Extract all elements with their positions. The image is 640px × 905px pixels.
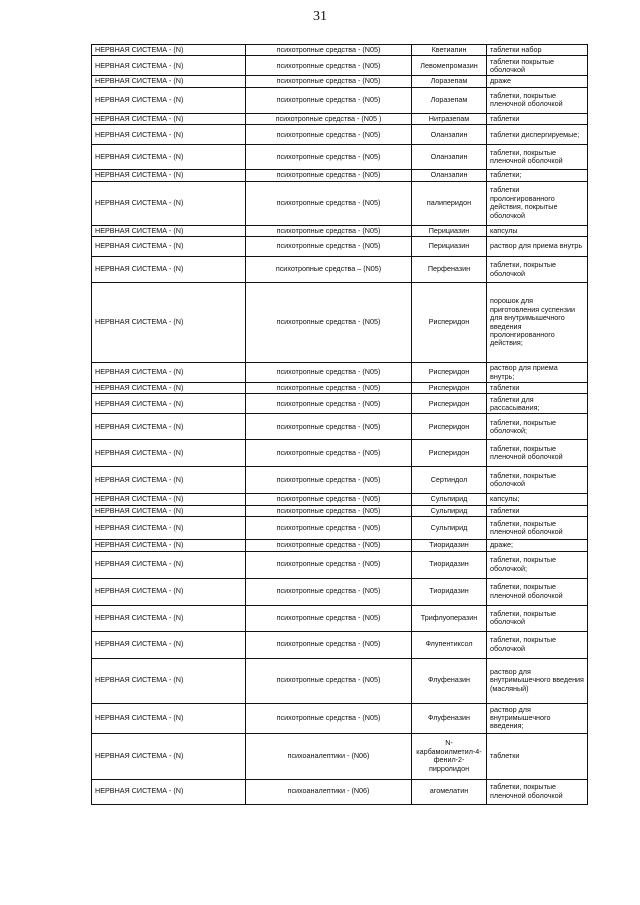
table-row	[92, 125, 588, 145]
subgroup-cell: психотропные средства - (N05)	[246, 517, 412, 540]
subgroup-cell: психотропные средства - (N05)	[246, 45, 412, 56]
subgroup-cell: психотропные средства - (N05)	[246, 703, 412, 733]
dosage-form-cell: таблетки	[487, 383, 588, 394]
drug-name-cell: Рисперидон	[412, 363, 487, 383]
drug-name-cell: Сульпирид	[412, 517, 487, 540]
group-cell: НЕРВНАЯ СИСТЕМА - (N)	[92, 113, 246, 124]
subgroup-cell: психотропные средства - (N05)	[246, 658, 412, 703]
group-cell: НЕРВНАЯ СИСТЕМА - (N)	[92, 494, 246, 505]
drug-name-cell: Лоразепам	[412, 76, 487, 87]
table-row	[92, 467, 588, 494]
drug-name-cell: Левомепромазин	[412, 56, 487, 76]
drug-name-cell: Сульпирид	[412, 494, 487, 505]
dosage-form-cell: таблетки диспергируемые;	[487, 125, 588, 145]
subgroup-cell: психотропные средства - (N05 )	[246, 113, 412, 124]
table-row	[92, 551, 588, 578]
subgroup-cell: психотропные средства - (N05)	[246, 87, 412, 113]
subgroup-cell: психоаналептики - (N06)	[246, 779, 412, 804]
page-number: 31	[313, 9, 327, 24]
table-row	[92, 363, 588, 383]
dosage-form-cell: таблетки, покрытые оболочкой	[487, 605, 588, 631]
dosage-form-cell: таблетки	[487, 113, 588, 124]
subgroup-cell: психотропные средства - (N05)	[246, 414, 412, 440]
table-row	[92, 257, 588, 283]
dosage-form-cell: таблетки, покрытые оболочкой	[487, 467, 588, 494]
dosage-form-cell: таблетки;	[487, 170, 588, 181]
drug-table	[91, 44, 588, 805]
drug-name-cell: Рисперидон	[412, 440, 487, 467]
dosage-form-cell: таблетки, покрытые пленочной оболочкой	[487, 578, 588, 605]
table-row	[92, 494, 588, 505]
table-row	[92, 540, 588, 551]
drug-name-cell: Тиоридазин	[412, 540, 487, 551]
table-row	[92, 605, 588, 631]
drug-name-cell: Флупентиксол	[412, 631, 487, 658]
subgroup-cell: психотропные средства - (N05)	[246, 578, 412, 605]
dosage-form-cell: таблетки, покрытые пленочной оболочкой	[487, 517, 588, 540]
subgroup-cell: психотропные средства - (N05)	[246, 551, 412, 578]
group-cell: НЕРВНАЯ СИСТЕМА - (N)	[92, 505, 246, 516]
table-row	[92, 283, 588, 363]
drug-name-cell: N-карбамоилметил-4-фенил-2-пирролидон	[412, 733, 487, 779]
group-cell: НЕРВНАЯ СИСТЕМА - (N)	[92, 440, 246, 467]
dosage-form-cell: таблетки, покрытые пленочной оболочкой	[487, 87, 588, 113]
drug-name-cell: Флуфеназин	[412, 658, 487, 703]
dosage-form-cell: таблетки	[487, 505, 588, 516]
dosage-form-cell: раствор для внутримышечного введения (масляный)	[487, 658, 588, 703]
drug-name-cell: Оланзапин	[412, 170, 487, 181]
group-cell: НЕРВНАЯ СИСТЕМА - (N)	[92, 414, 246, 440]
table-row	[92, 383, 588, 394]
group-cell: НЕРВНАЯ СИСТЕМА - (N)	[92, 394, 246, 414]
drug-name-cell: Рисперидон	[412, 394, 487, 414]
group-cell: НЕРВНАЯ СИСТЕМА - (N)	[92, 658, 246, 703]
dosage-form-cell: раствор для приема внутрь;	[487, 363, 588, 383]
group-cell: НЕРВНАЯ СИСТЕМА - (N)	[92, 145, 246, 170]
group-cell: НЕРВНАЯ СИСТЕМА - (N)	[92, 517, 246, 540]
dosage-form-cell: раствор для внутримышечного введения;	[487, 703, 588, 733]
group-cell: НЕРВНАЯ СИСТЕМА - (N)	[92, 551, 246, 578]
group-cell: НЕРВНАЯ СИСТЕМА - (N)	[92, 257, 246, 283]
table-row	[92, 779, 588, 804]
drug-name-cell: Тиоридазин	[412, 551, 487, 578]
table-row	[92, 76, 588, 87]
table-row	[92, 703, 588, 733]
group-cell: НЕРВНАЯ СИСТЕМА - (N)	[92, 170, 246, 181]
subgroup-cell: психотропные средства - (N05)	[246, 394, 412, 414]
subgroup-cell: психотропные средства - (N05)	[246, 383, 412, 394]
dosage-form-cell: капсулы;	[487, 494, 588, 505]
subgroup-cell: психотропные средства - (N05)	[246, 605, 412, 631]
drug-name-cell: Сертиндол	[412, 467, 487, 494]
table-row	[92, 87, 588, 113]
subgroup-cell: психотропные средства - (N05)	[246, 631, 412, 658]
dosage-form-cell: таблетки	[487, 733, 588, 779]
subgroup-cell: психоаналептики - (N06)	[246, 733, 412, 779]
subgroup-cell: психотропные средства - (N05)	[246, 540, 412, 551]
group-cell: НЕРВНАЯ СИСТЕМА - (N)	[92, 56, 246, 76]
dosage-form-cell: драже;	[487, 540, 588, 551]
table-row	[92, 414, 588, 440]
subgroup-cell: психотропные средства - (N05)	[246, 170, 412, 181]
dosage-form-cell: таблетки, покрытые пленочной оболочкой	[487, 145, 588, 170]
group-cell: НЕРВНАЯ СИСТЕМА - (N)	[92, 283, 246, 363]
drug-name-cell: Тиоридазин	[412, 578, 487, 605]
drug-name-cell: Перфеназин	[412, 257, 487, 283]
table-row	[92, 578, 588, 605]
drug-name-cell: Оланзапин	[412, 145, 487, 170]
drug-name-cell: Рисперидон	[412, 414, 487, 440]
subgroup-cell: психотропные средства - (N05)	[246, 56, 412, 76]
group-cell: НЕРВНАЯ СИСТЕМА - (N)	[92, 237, 246, 257]
subgroup-cell: психотропные средства – (N05)	[246, 257, 412, 283]
subgroup-cell: психотропные средства - (N05)	[246, 181, 412, 225]
drug-name-cell: Лоразепам	[412, 87, 487, 113]
subgroup-cell: психотропные средства - (N05)	[246, 467, 412, 494]
group-cell: НЕРВНАЯ СИСТЕМА - (N)	[92, 45, 246, 56]
drug-name-cell: Сульпирид	[412, 505, 487, 516]
table-row	[92, 56, 588, 76]
group-cell: НЕРВНАЯ СИСТЕМА - (N)	[92, 703, 246, 733]
group-cell: НЕРВНАЯ СИСТЕМА - (N)	[92, 225, 246, 236]
group-cell: НЕРВНАЯ СИСТЕМА - (N)	[92, 87, 246, 113]
dosage-form-cell: таблетки, покрытые оболочкой;	[487, 551, 588, 578]
group-cell: НЕРВНАЯ СИСТЕМА - (N)	[92, 181, 246, 225]
group-cell: НЕРВНАЯ СИСТЕМА - (N)	[92, 733, 246, 779]
group-cell: НЕРВНАЯ СИСТЕМА - (N)	[92, 76, 246, 87]
drug-name-cell: Кветиапин	[412, 45, 487, 56]
group-cell: НЕРВНАЯ СИСТЕМА - (N)	[92, 383, 246, 394]
dosage-form-cell: капсулы	[487, 225, 588, 236]
table-row	[92, 733, 588, 779]
drug-table-body	[92, 45, 588, 805]
drug-name-cell: Перициазин	[412, 237, 487, 257]
group-cell: НЕРВНАЯ СИСТЕМА - (N)	[92, 467, 246, 494]
group-cell: НЕРВНАЯ СИСТЕМА - (N)	[92, 578, 246, 605]
subgroup-cell: психотропные средства - (N05)	[246, 76, 412, 87]
drug-name-cell: агомелатин	[412, 779, 487, 804]
group-cell: НЕРВНАЯ СИСТЕМА - (N)	[92, 779, 246, 804]
subgroup-cell: психотропные средства - (N05)	[246, 237, 412, 257]
dosage-form-cell: таблетки набор	[487, 45, 588, 56]
drug-name-cell: Рисперидон	[412, 383, 487, 394]
table-row	[92, 145, 588, 170]
table-row	[92, 517, 588, 540]
dosage-form-cell: таблетки, покрытые оболочкой	[487, 631, 588, 658]
table-row	[92, 658, 588, 703]
group-cell: НЕРВНАЯ СИСТЕМА - (N)	[92, 605, 246, 631]
group-cell: НЕРВНАЯ СИСТЕМА - (N)	[92, 363, 246, 383]
drug-name-cell: Оланзапин	[412, 125, 487, 145]
group-cell: НЕРВНАЯ СИСТЕМА - (N)	[92, 631, 246, 658]
dosage-form-cell: драже	[487, 76, 588, 87]
table-row	[92, 170, 588, 181]
table-row	[92, 440, 588, 467]
drug-name-cell: Трифлуоперазин	[412, 605, 487, 631]
group-cell: НЕРВНАЯ СИСТЕМА - (N)	[92, 125, 246, 145]
subgroup-cell: психотропные средства - (N05)	[246, 363, 412, 383]
dosage-form-cell: таблетки для рассасывания;	[487, 394, 588, 414]
dosage-form-cell: таблетки, покрытые оболочкой;	[487, 414, 588, 440]
drug-name-cell: Рисперидон	[412, 283, 487, 363]
dosage-form-cell: раствор для приема внутрь	[487, 237, 588, 257]
subgroup-cell: психотропные средства - (N05)	[246, 125, 412, 145]
drug-name-cell: Флуфеназин	[412, 703, 487, 733]
dosage-form-cell: порошок для приготовления суспензии для внутримышечного введения пролонгированного действия;	[487, 283, 588, 363]
table-row	[92, 237, 588, 257]
dosage-form-cell: таблетки, покрытые пленочной оболочкой	[487, 440, 588, 467]
group-cell: НЕРВНАЯ СИСТЕМА - (N)	[92, 540, 246, 551]
dosage-form-cell: таблетки, покрытые пленочной оболочкой	[487, 779, 588, 804]
table-row	[92, 631, 588, 658]
dosage-form-cell: таблетки пролонгированного действия, покрытые оболочкой	[487, 181, 588, 225]
subgroup-cell: психотропные средства - (N05)	[246, 440, 412, 467]
subgroup-cell: психотропные средства - (N05)	[246, 145, 412, 170]
drug-name-cell: Нитразепам	[412, 113, 487, 124]
dosage-form-cell: таблетки покрытые оболочкой	[487, 56, 588, 76]
subgroup-cell: психотропные средства - (N05)	[246, 225, 412, 236]
table-row	[92, 45, 588, 56]
drug-name-cell: палиперидон	[412, 181, 487, 225]
table-row	[92, 394, 588, 414]
drug-name-cell: Перициазин	[412, 225, 487, 236]
table-row	[92, 225, 588, 236]
table-row	[92, 505, 588, 516]
table-row	[92, 113, 588, 124]
subgroup-cell: психотропные средства - (N05)	[246, 505, 412, 516]
table-row	[92, 181, 588, 225]
subgroup-cell: психотропные средства - (N05)	[246, 283, 412, 363]
dosage-form-cell: таблетки, покрытые оболочкой	[487, 257, 588, 283]
subgroup-cell: психотропные средства - (N05)	[246, 494, 412, 505]
